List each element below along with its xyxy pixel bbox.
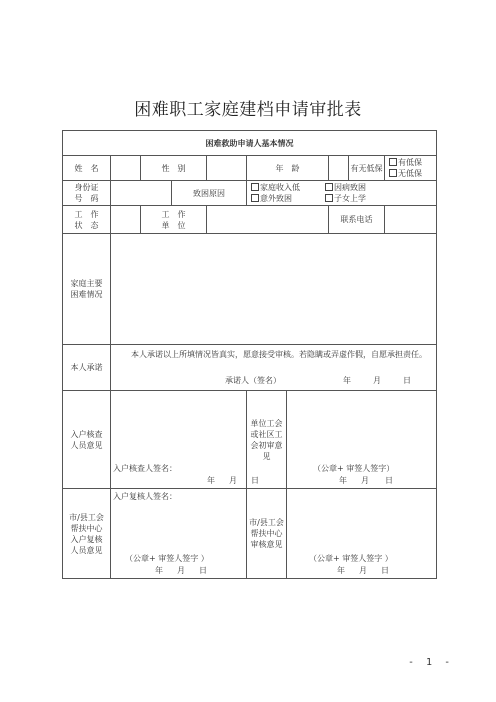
review-signer: 入户复核人签名： <box>113 492 177 501</box>
household-check-day: 日 <box>251 476 259 485</box>
dibao-option-yes[interactable]: 有低保 <box>389 157 436 168</box>
union-review-month: 月 <box>361 476 369 485</box>
hardship-field[interactable] <box>111 234 437 345</box>
application-form-table <box>62 130 437 579</box>
household-check-label: 入户核查 人员意见 <box>63 391 111 489</box>
pledge-day: 日 <box>403 376 411 385</box>
pledge-label: 本人承诺 <box>63 345 111 391</box>
review-month: 月 <box>177 566 185 575</box>
pledge-cell <box>111 345 437 391</box>
basic-info-row-1 <box>63 156 437 181</box>
center-review-day: 日 <box>381 566 389 575</box>
checkbox-icon[interactable] <box>389 169 397 177</box>
employer-field[interactable] <box>207 206 329 234</box>
pledge-year: 年 <box>343 376 351 385</box>
cause-option-school[interactable]: 子女上学 <box>325 194 366 203</box>
name-label: 姓 名 <box>63 156 111 181</box>
hardship-label: 家庭主要 困难情况 <box>63 234 111 345</box>
form-title: 困难职工家庭建档申请审批表 <box>134 100 362 120</box>
cause-option-low-income[interactable]: 家庭收入低 <box>251 182 325 193</box>
union-review-cell[interactable] <box>287 391 437 489</box>
employer-label: 工 作 单 位 <box>141 206 207 234</box>
pledge-row <box>63 345 437 391</box>
checkbox-icon[interactable] <box>251 194 259 202</box>
page-number: - 1 - <box>408 657 454 668</box>
checkbox-icon[interactable] <box>389 158 397 166</box>
household-check-signer: 入户核查人签名： <box>113 464 177 473</box>
household-check-cell[interactable] <box>111 391 259 489</box>
dibao-option-no[interactable]: 无低保 <box>389 168 436 179</box>
dibao-label: 有无低保 <box>349 156 385 181</box>
name-field[interactable] <box>111 156 141 181</box>
review-cell[interactable] <box>111 489 247 579</box>
gender-label: 性 别 <box>141 156 207 181</box>
gender-field[interactable] <box>207 156 247 181</box>
id-number-field[interactable] <box>111 181 172 206</box>
review-seal: （公章+ 审签人签字 ） <box>125 554 209 563</box>
age-label: 年 龄 <box>247 156 329 181</box>
id-number-label: 身份证 号 码 <box>63 181 111 206</box>
phone-field[interactable] <box>385 206 437 234</box>
dibao-options <box>385 156 437 181</box>
cause-label: 致困原因 <box>172 181 247 206</box>
basic-info-row-3 <box>63 206 437 234</box>
union-review-year: 年 <box>339 476 347 485</box>
phone-label: 联系电话 <box>329 206 385 234</box>
review-row <box>63 489 437 579</box>
center-review-month: 月 <box>359 566 367 575</box>
household-check-year: 年 <box>207 476 215 485</box>
household-check-month: 月 <box>229 476 237 485</box>
center-review-label: 市/县工会 帮扶中心 审核意见 <box>247 489 287 579</box>
section-header: 困难救助申请人基本情况 <box>63 131 437 156</box>
review-day: 日 <box>199 566 207 575</box>
cause-option-accident[interactable]: 意外致困 <box>251 193 325 204</box>
pledge-text: 本人承诺以上所填情况皆真实，愿意接受审核。若隐瞒或弄虚作假，自愿承担责任。 <box>131 350 427 359</box>
center-review-seal: （公章+ 审签人签字 ） <box>309 554 393 563</box>
checkbox-icon[interactable] <box>325 194 333 202</box>
center-review-cell[interactable] <box>287 489 437 579</box>
review-year: 年 <box>155 566 163 575</box>
household-check-row <box>63 391 437 489</box>
checkbox-icon[interactable] <box>251 183 259 191</box>
work-status-field[interactable] <box>111 206 141 234</box>
basic-info-row-2 <box>63 181 437 206</box>
center-review-year: 年 <box>337 566 345 575</box>
union-review-day: 日 <box>385 476 393 485</box>
cause-option-illness[interactable]: 因病致困 <box>325 183 366 192</box>
pledge-signer: 承诺人（签名） <box>225 376 281 385</box>
review-label: 市/县工会 帮扶中心 入户复核 人员意见 <box>63 489 111 579</box>
hardship-row <box>63 234 437 345</box>
pledge-month: 月 <box>373 376 381 385</box>
age-field[interactable] <box>329 156 349 181</box>
union-review-seal: （公章+ 审签人签字） <box>313 464 395 473</box>
checkbox-icon[interactable] <box>325 183 333 191</box>
union-review-label: 单位工会 或社区工 会初审意 见 <box>247 391 287 489</box>
work-status-label: 工 作 状 态 <box>63 206 111 234</box>
cause-options <box>247 181 437 206</box>
